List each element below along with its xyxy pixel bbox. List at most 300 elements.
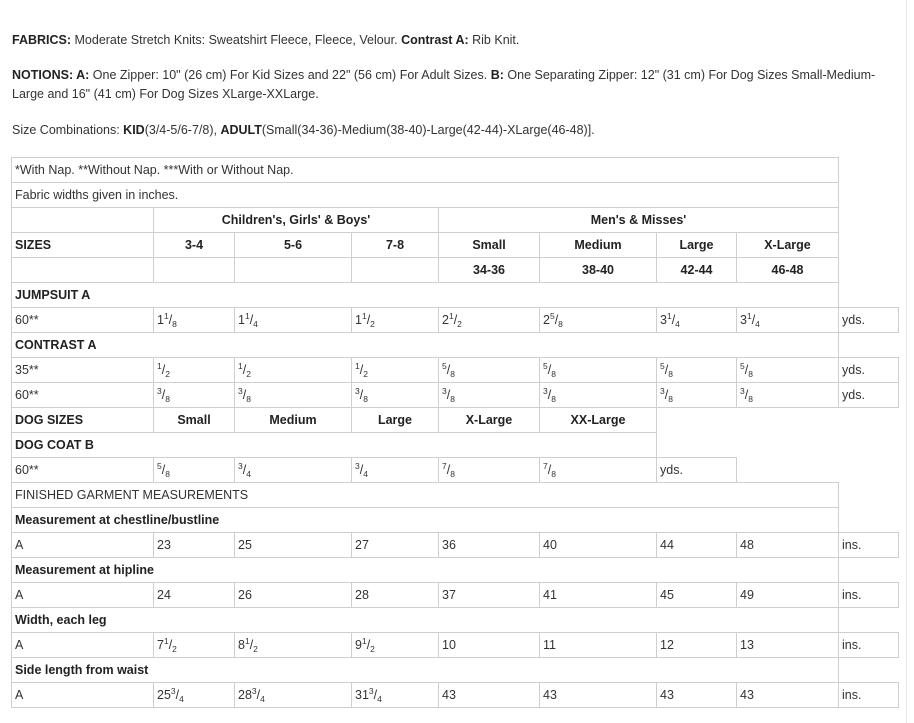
dog-coat-label: DOG COAT B: [12, 433, 657, 458]
value-cell: [657, 533, 737, 558]
size-header: 5-6: [235, 233, 352, 258]
value-cell: [737, 633, 839, 658]
numerator: 1: [361, 636, 367, 646]
value-cell: [154, 533, 235, 558]
value-cell: [439, 358, 540, 383]
denominator: 2: [363, 369, 368, 379]
fabrics-text: Moderate Stretch Knits: Sweatshirt Fleece, Fleece, Velour.: [71, 33, 402, 47]
whole-number: 36: [442, 538, 456, 552]
value-cell: [235, 633, 352, 658]
fabric-width: 60**: [12, 308, 154, 333]
fraction-value: [442, 388, 455, 402]
fraction-slash: /: [446, 463, 451, 477]
fabric-width: 60**: [12, 458, 154, 483]
bust-size-header: 46-48: [737, 258, 839, 283]
dog-size-header: Medium: [235, 408, 352, 433]
numerator: 5: [442, 361, 447, 371]
fraction-value: [157, 638, 177, 652]
whole-number: 31: [355, 688, 369, 702]
denominator: 2: [457, 319, 462, 329]
row-letter: A: [12, 633, 154, 658]
whole-number: 2: [543, 313, 550, 327]
value-cell: [737, 583, 839, 608]
unit-cell: yds.: [839, 358, 899, 383]
denominator: 4: [246, 469, 251, 479]
numerator: 3: [442, 386, 447, 396]
section-row: [12, 333, 899, 358]
value-cell: [235, 458, 352, 483]
denominator: 4: [377, 694, 382, 704]
value-cell: [235, 358, 352, 383]
whole-number: 40: [543, 538, 557, 552]
whole-number: 26: [238, 588, 252, 602]
numerator: 1: [666, 311, 672, 321]
empty-cell: [839, 408, 899, 433]
empty-cell: [839, 608, 899, 633]
value-cell: [439, 533, 540, 558]
fraction-slash: /: [359, 463, 364, 477]
fraction-value: [157, 388, 170, 402]
dog-sizes-label: DOG SIZES: [12, 408, 154, 433]
numerator: 1: [163, 636, 169, 646]
size-header: Large: [657, 233, 737, 258]
empty-cell: [839, 483, 899, 508]
whole-number: 24: [157, 588, 171, 602]
fraction-slash: /: [744, 363, 749, 377]
section-row: [12, 283, 899, 308]
numerator: 1: [163, 311, 169, 321]
fraction-value: [543, 588, 557, 602]
value-cell: [235, 683, 352, 708]
measurement-row: [12, 533, 899, 558]
numerator: 1: [244, 311, 250, 321]
unit-cell: yds.: [839, 383, 899, 408]
dog-size-header: Large: [352, 408, 439, 433]
numerator: 1: [746, 311, 752, 321]
value-cell: [540, 308, 657, 333]
numerator: 3: [543, 386, 548, 396]
empty-cell: [657, 433, 737, 458]
numerator: 3: [740, 386, 745, 396]
empty-cell: [839, 658, 899, 683]
unit-cell: ins.: [839, 633, 899, 658]
fraction-slash: /: [366, 638, 371, 652]
fraction-value: [238, 538, 252, 552]
fraction-value: [543, 688, 557, 702]
numerator: 3: [238, 386, 243, 396]
numerator: 3: [238, 461, 243, 471]
measurement-row: [12, 683, 899, 708]
kid-label: KID: [123, 123, 145, 137]
whole-number: 25: [157, 688, 171, 702]
whole-number: 7: [157, 638, 164, 652]
group-header-row: [12, 208, 899, 233]
value-cell: [737, 683, 839, 708]
numerator: 5: [543, 361, 548, 371]
empty-cell: [839, 283, 899, 308]
whole-number: 49: [740, 588, 754, 602]
fraction-value: [157, 463, 170, 477]
fraction-value: [442, 538, 456, 552]
size-header: X-Large: [737, 233, 839, 258]
empty-cell: [657, 408, 737, 433]
fraction-value: [442, 638, 456, 652]
fraction-value: [660, 313, 680, 327]
fraction-value: [157, 588, 171, 602]
denominator: 8: [363, 394, 368, 404]
unit-cell: yds.: [839, 308, 899, 333]
fraction-value: [660, 638, 674, 652]
sizes-row: [12, 233, 899, 258]
fraction-slash: /: [547, 463, 552, 477]
unit-cell: yds.: [657, 458, 737, 483]
denominator: 8: [551, 469, 556, 479]
yardage-row: [12, 358, 899, 383]
fraction-value: [355, 363, 368, 377]
row-letter: A: [12, 583, 154, 608]
sizes-label: SIZES: [12, 233, 154, 258]
value-cell: [439, 633, 540, 658]
fraction-slash: /: [175, 688, 180, 702]
unit-cell: ins.: [839, 583, 899, 608]
row-letter: A: [12, 683, 154, 708]
contrast-text: Rib Knit.: [468, 33, 520, 47]
value-cell: [737, 308, 839, 333]
fraction-value: [238, 388, 251, 402]
fraction-value: [660, 688, 674, 702]
page-border: [906, 0, 907, 723]
jumpsuit-label: JUMPSUIT A: [12, 283, 839, 308]
whole-number: 13: [740, 638, 754, 652]
fraction-slash: /: [161, 363, 166, 377]
denominator: 8: [450, 469, 455, 479]
denominator: 4: [253, 319, 258, 329]
fraction-value: [543, 363, 556, 377]
fraction-value: [355, 538, 369, 552]
fabric-width: 35**: [12, 358, 154, 383]
fraction-slash: /: [664, 363, 669, 377]
value-cell: [352, 683, 439, 708]
numerator: 5: [740, 361, 745, 371]
whole-number: 25: [238, 538, 252, 552]
whole-number: 23: [157, 538, 171, 552]
value-cell: [657, 358, 737, 383]
fraction-value: [355, 688, 382, 702]
fraction-value: [740, 688, 754, 702]
value-cell: [439, 308, 540, 333]
denominator: 8: [551, 394, 556, 404]
numerator: 5: [157, 461, 162, 471]
fraction-slash: /: [242, 463, 247, 477]
yardage-row: [12, 383, 899, 408]
fraction-slash: /: [671, 313, 676, 327]
whole-number: 48: [740, 538, 754, 552]
numerator: 1: [157, 361, 162, 371]
section-row: [12, 483, 899, 508]
value-cell: [352, 358, 439, 383]
fraction-value: [740, 588, 754, 602]
value-cell: [657, 583, 737, 608]
denominator: 8: [172, 319, 177, 329]
fraction-slash: /: [366, 313, 371, 327]
whole-number: 43: [442, 688, 456, 702]
notions-label: NOTIONS: A:: [12, 68, 90, 82]
denominator: 2: [370, 644, 375, 654]
whole-number: 43: [660, 688, 674, 702]
contrast-label: CONTRAST A: [12, 333, 839, 358]
value-cell: [540, 633, 657, 658]
whole-number: 43: [543, 688, 557, 702]
whole-number: 12: [660, 638, 674, 652]
kid-text: (3/4-5/6-7/8),: [144, 123, 221, 137]
yardage-row: [12, 458, 899, 483]
fraction-slash: /: [359, 363, 364, 377]
numerator: 5: [660, 361, 665, 371]
bust-size-header: 34-36: [439, 258, 540, 283]
value-cell: [737, 383, 839, 408]
empty-cell: [839, 458, 899, 483]
whole-number: 2: [442, 313, 449, 327]
fraction-slash: /: [249, 313, 254, 327]
empty-cell: [839, 333, 899, 358]
denominator: 4: [260, 694, 265, 704]
value-cell: [540, 683, 657, 708]
numerator: 3: [251, 686, 257, 696]
fraction-value: [355, 313, 375, 327]
measurement-label-row: [12, 608, 899, 633]
bust-size-header: 38-40: [540, 258, 657, 283]
denominator: 4: [675, 319, 680, 329]
value-cell: [352, 583, 439, 608]
measurement-label: Measurement at hipline: [12, 558, 839, 583]
blank-cell: [235, 258, 352, 283]
numerator: 5: [549, 311, 555, 321]
denominator: 8: [748, 394, 753, 404]
fraction-slash: /: [554, 313, 559, 327]
numerator: 1: [448, 311, 454, 321]
value-cell: [657, 308, 737, 333]
notions-text-a: One Zipper: 10" (26 cm) For Kid Sizes and 22" (56 cm) For Adult Sizes.: [89, 68, 491, 82]
measurement-label-row: [12, 508, 899, 533]
denominator: 8: [668, 394, 673, 404]
size-header: Small: [439, 233, 540, 258]
fraction-value: [355, 463, 368, 477]
fraction-value: [543, 638, 556, 652]
fraction-value: [355, 588, 369, 602]
sizes-text: Size Combinations:: [12, 123, 124, 137]
value-cell: [439, 383, 540, 408]
fraction-value: [157, 313, 177, 327]
section-row: [12, 433, 899, 458]
whole-number: 27: [355, 538, 369, 552]
numerator: 7: [442, 461, 447, 471]
fraction-slash: /: [547, 388, 552, 402]
fraction-value: [543, 313, 563, 327]
numerator: 3: [170, 686, 176, 696]
fraction-value: [543, 463, 556, 477]
numerator: 3: [157, 386, 162, 396]
numerator: 3: [355, 461, 360, 471]
dog-size-header: X-Large: [439, 408, 540, 433]
fraction-value: [442, 688, 456, 702]
fraction-value: [660, 363, 673, 377]
blank-cell: [12, 258, 154, 283]
whole-number: 1: [238, 313, 245, 327]
fabric-width: 60**: [12, 383, 154, 408]
value-cell: [737, 358, 839, 383]
fraction-value: [543, 538, 557, 552]
whole-number: 45: [660, 588, 674, 602]
value-cell: [352, 458, 439, 483]
fraction-value: [157, 538, 171, 552]
denominator: 2: [253, 644, 258, 654]
value-cell: [352, 383, 439, 408]
fraction-value: [660, 588, 674, 602]
dog-size-header: XX-Large: [540, 408, 657, 433]
denominator: 8: [165, 394, 170, 404]
denominator: 4: [363, 469, 368, 479]
value-cell: [439, 583, 540, 608]
whole-number: 9: [355, 638, 362, 652]
blank-cell: [352, 258, 439, 283]
empty-cell: [839, 508, 899, 533]
fraction-value: [157, 363, 170, 377]
yardage-table: [11, 157, 899, 708]
fraction-value: [238, 588, 252, 602]
whole-number: 3: [660, 313, 667, 327]
fraction-value: [740, 388, 753, 402]
blank-cell: [154, 258, 235, 283]
numerator: 7: [543, 461, 548, 471]
fraction-slash: /: [547, 363, 552, 377]
measurement-label: Measurement at chestline/bustline: [12, 508, 839, 533]
value-cell: [540, 358, 657, 383]
whole-number: 1: [157, 313, 164, 327]
denominator: 8: [450, 394, 455, 404]
size-combinations-paragraph: [12, 121, 892, 140]
empty-cell: [839, 433, 899, 458]
fraction-value: [740, 538, 754, 552]
group-adults: Men's & Misses': [439, 208, 839, 233]
denominator: 8: [748, 369, 753, 379]
nap-note: *With Nap. **Without Nap. ***With or Without Nap.: [12, 158, 839, 183]
numerator: 1: [355, 361, 360, 371]
measurement-row: [12, 633, 899, 658]
denominator: 2: [246, 369, 251, 379]
value-cell: [235, 533, 352, 558]
notions-label-b: B:: [490, 68, 504, 82]
finished-label: FINISHED GARMENT MEASUREMENTS: [12, 483, 839, 508]
value-cell: [235, 308, 352, 333]
measurement-label: Side length from waist: [12, 658, 839, 683]
empty-cell: [839, 258, 899, 283]
unit-cell: ins.: [839, 533, 899, 558]
fraction-slash: /: [168, 313, 173, 327]
numerator: 3: [660, 386, 665, 396]
group-kids: Children's, Girls' & Boys': [154, 208, 439, 233]
value-cell: [154, 308, 235, 333]
fraction-value: [442, 463, 455, 477]
value-cell: [235, 583, 352, 608]
fraction-value: [238, 313, 258, 327]
denominator: 4: [179, 694, 184, 704]
unit-cell: ins.: [839, 683, 899, 708]
fraction-slash: /: [242, 388, 247, 402]
fraction-slash: /: [242, 363, 247, 377]
value-cell: [235, 383, 352, 408]
fraction-slash: /: [373, 688, 378, 702]
fraction-value: [543, 388, 556, 402]
fraction-value: [238, 363, 251, 377]
fraction-value: [660, 538, 674, 552]
denominator: 2: [172, 644, 177, 654]
whole-number: 43: [740, 688, 754, 702]
value-cell: [657, 383, 737, 408]
value-cell: [540, 458, 657, 483]
fraction-value: [442, 588, 456, 602]
whole-number: 1: [355, 313, 362, 327]
whole-number: 8: [238, 638, 245, 652]
fabrics-paragraph: [12, 31, 892, 50]
denominator: 8: [246, 394, 251, 404]
numerator: 1: [361, 311, 367, 321]
empty-cell: [839, 558, 899, 583]
value-cell: [737, 533, 839, 558]
empty-cell: [737, 433, 839, 458]
empty-cell: [839, 233, 899, 258]
whole-number: 3: [740, 313, 747, 327]
whole-number: 41: [543, 588, 557, 602]
denominator: 4: [755, 319, 760, 329]
dog-size-header: Small: [154, 408, 235, 433]
whole-number: 28: [238, 688, 252, 702]
whole-number: 11: [543, 638, 556, 652]
value-cell: [439, 683, 540, 708]
denominator: 8: [165, 469, 170, 479]
fraction-value: [238, 638, 258, 652]
dog-sizes-row: [12, 408, 899, 433]
value-cell: [154, 583, 235, 608]
fraction-slash: /: [256, 688, 261, 702]
denominator: 8: [558, 319, 563, 329]
denominator: 8: [551, 369, 556, 379]
fraction-slash: /: [744, 388, 749, 402]
denominator: 2: [165, 369, 170, 379]
value-cell: [154, 458, 235, 483]
value-cell: [657, 683, 737, 708]
fraction-value: [355, 638, 375, 652]
fraction-value: [238, 688, 265, 702]
fraction-slash: /: [168, 638, 173, 652]
measurement-label-row: [12, 658, 899, 683]
contrast-label: Contrast A:: [401, 33, 469, 47]
value-cell: [439, 458, 540, 483]
fraction-slash: /: [446, 363, 451, 377]
value-cell: [540, 533, 657, 558]
fraction-value: [442, 363, 455, 377]
value-cell: [154, 683, 235, 708]
fraction-value: [355, 388, 368, 402]
nap-note-row: [12, 158, 899, 183]
fraction-slash: /: [359, 388, 364, 402]
fraction-slash: /: [249, 638, 254, 652]
fraction-slash: /: [453, 313, 458, 327]
value-cell: [540, 383, 657, 408]
adult-text: (Small(34-36)-Medium(38-40)-Large(42-44)-XLarge(46-48)].: [261, 123, 595, 137]
value-cell: [657, 633, 737, 658]
numerator: 3: [355, 386, 360, 396]
fraction-value: [740, 638, 754, 652]
